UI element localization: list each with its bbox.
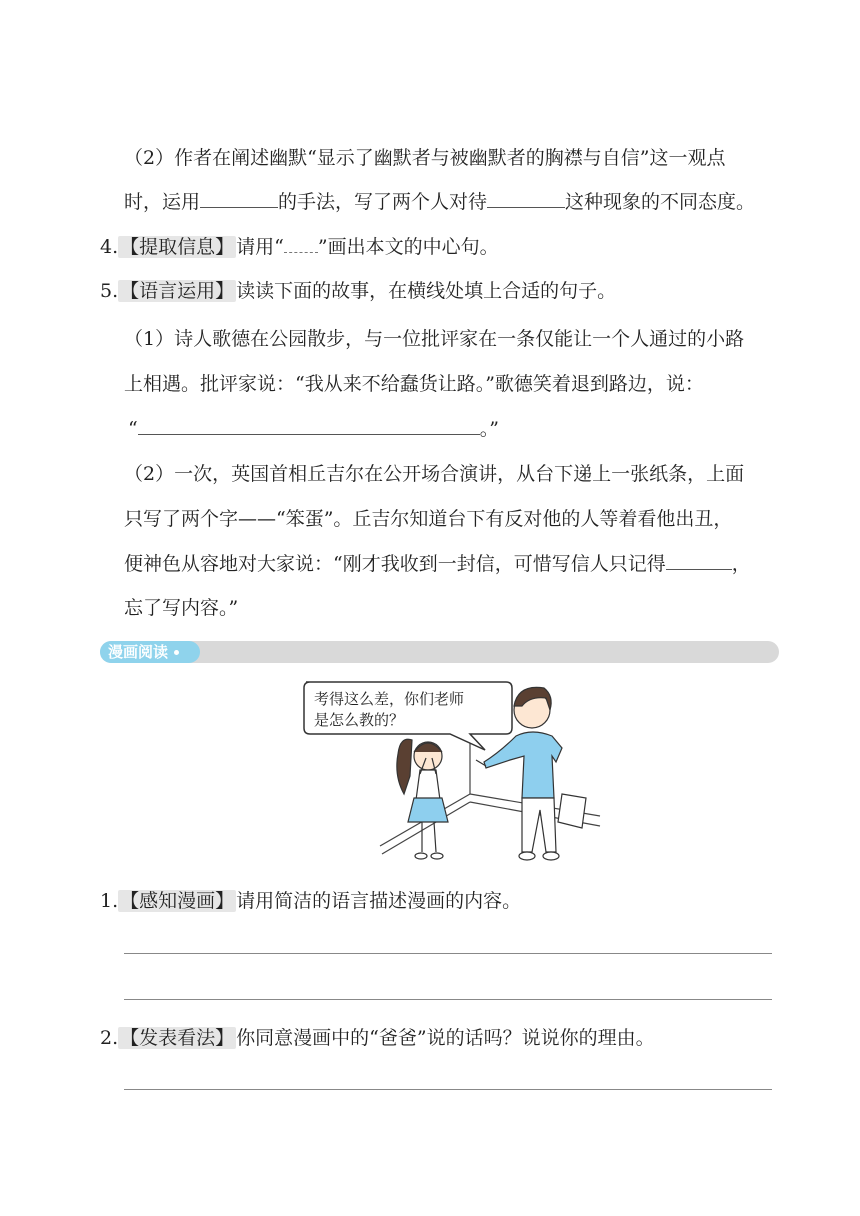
answer-blank[interactable] <box>666 549 732 570</box>
story-text: （2）一次，英国首相丘吉尔在公开场合演讲，从台下递上一张纸条，上面 <box>124 463 745 485</box>
question-number: 2. <box>100 1027 119 1049</box>
section-title-pill <box>100 641 200 663</box>
question-text: 请用“ <box>236 236 284 258</box>
q5-p1-line3 <box>128 414 499 442</box>
room-walls <box>380 716 600 854</box>
close-quote: 。” <box>479 418 499 440</box>
story-text: 只写了两个字——“笨蛋”。丘吉尔知道台下有反对他的人等着看他出丑， <box>124 508 733 530</box>
question-number: 5. <box>100 280 119 302</box>
q5-p2-line4 <box>124 594 238 622</box>
q5-p2-line2 <box>124 505 732 533</box>
wavy-line-sample <box>284 232 318 253</box>
q2-line2-text-b: 的手法，写了两个人对待 <box>278 191 488 213</box>
bubble-line2: 是怎么教的？ <box>314 711 405 729</box>
question-number: 4. <box>100 236 119 258</box>
q2-line2 <box>124 187 755 215</box>
question-4 <box>100 232 499 260</box>
question-text: 读读下面的故事，在横线处填上合适的句子。 <box>236 280 617 302</box>
q2-line2-text-c: 这种现象的不同态度。 <box>565 191 756 213</box>
answer-line[interactable] <box>124 999 772 1000</box>
story-text: 便神色从容地对大家说：“刚才我收到一封信，可惜写信人只记得 <box>124 553 666 575</box>
question-number: 1. <box>100 890 119 912</box>
answer-line[interactable] <box>124 1089 772 1090</box>
q5-p2-line1 <box>124 460 744 488</box>
question-text: 请用简洁的语言描述漫画的内容。 <box>236 890 522 912</box>
story-text: ， <box>731 553 751 575</box>
question-text: 你同意漫画中的“爸爸”说的话吗？说说你的理由。 <box>236 1027 655 1049</box>
q2-line1-text: （2）作者在阐述幽默“显示了幽默者与被幽默者的胸襟与自信”这一观点 <box>124 147 726 169</box>
answer-line[interactable] <box>124 953 772 954</box>
answer-blank[interactable] <box>487 187 565 208</box>
question-text: ”画出本文的中心句。 <box>317 236 499 258</box>
comic-question-1 <box>100 887 521 915</box>
question-tag: 【发表看法】 <box>120 1027 235 1049</box>
dot-icon <box>174 650 179 655</box>
comic-illustration <box>300 676 610 872</box>
story-text: 上相遇。批评家说：“我从来不给蠢货让路。”歌德笑着退到路边，说： <box>124 373 704 395</box>
q5-p1-line1 <box>124 325 744 353</box>
story-text: 忘了写内容。” <box>124 597 239 619</box>
q2-line2-text-a: 时，运用 <box>124 191 201 213</box>
story-text: （1）诗人歌德在公园散步，与一位批评家在一条仅能让一个人通过的小路 <box>124 328 745 350</box>
q2-line1 <box>124 144 726 172</box>
question-tag: 【感知漫画】 <box>120 890 235 912</box>
question-tag: 【语言运用】 <box>120 280 235 302</box>
bubble-line1: 考得这么差，你们老师 <box>314 690 465 708</box>
question-tag: 【提取信息】 <box>120 236 235 258</box>
q5-p2-line3 <box>124 549 751 577</box>
answer-blank[interactable] <box>138 414 480 435</box>
comic-question-2 <box>100 1024 655 1052</box>
section-header-bar <box>100 641 779 663</box>
question-5 <box>100 277 616 305</box>
open-quote: “ <box>128 418 138 440</box>
section-title: 漫画阅读 <box>108 643 169 661</box>
q5-p1-line2 <box>124 370 704 398</box>
answer-blank[interactable] <box>200 187 278 208</box>
